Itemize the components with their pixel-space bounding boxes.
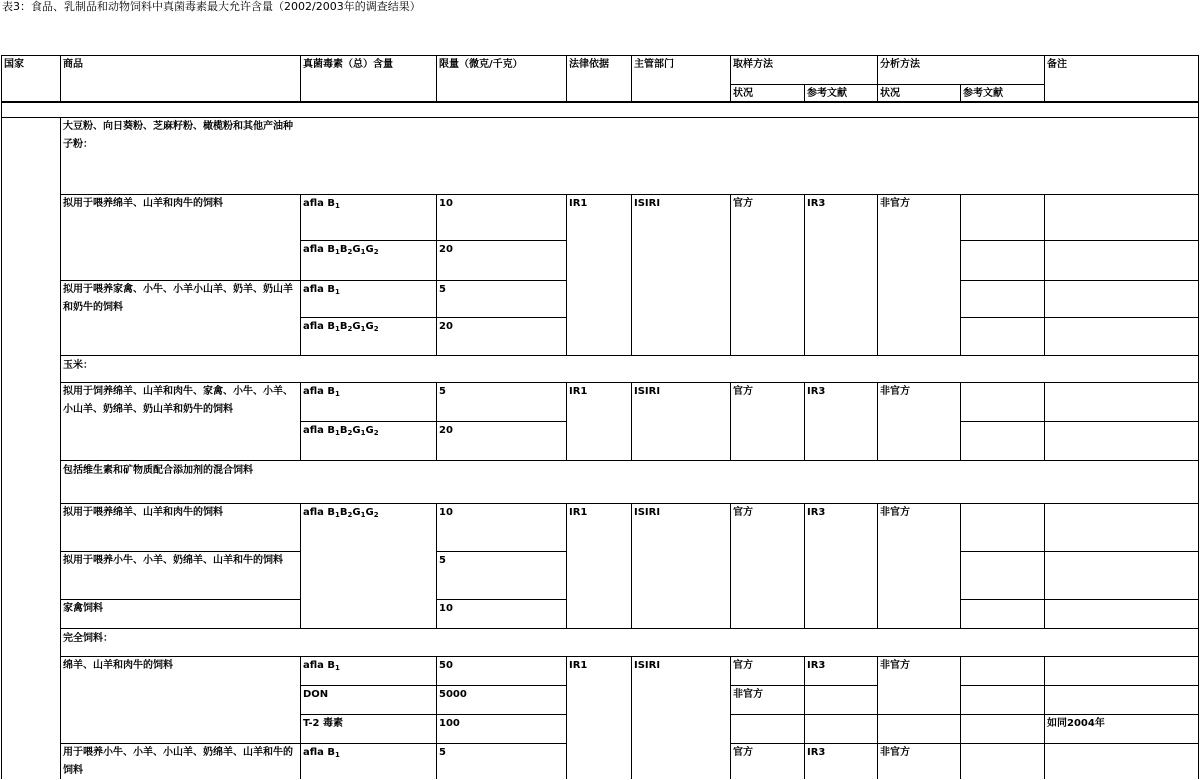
header-analysis-status: 状况 xyxy=(880,88,900,99)
group-maize: 玉米： xyxy=(63,360,93,371)
remark: 如同2004年 xyxy=(1047,718,1105,729)
limit-value: 5 xyxy=(439,555,446,566)
limit-value: 5 xyxy=(439,284,446,295)
limit-value: 20 xyxy=(439,321,453,332)
toxin-afla-b1: afla $B_1$ xyxy=(303,284,340,296)
header-legal-basis: 法律依据 xyxy=(569,59,609,70)
limit-value: 20 xyxy=(439,425,453,436)
authority: ISIRI xyxy=(634,507,661,518)
limit-value: 50 xyxy=(439,660,453,671)
header-sampling-reference: 参考文献 xyxy=(807,88,847,99)
header-limit: 限量（微克/千克） xyxy=(439,59,523,70)
limit-value: 10 xyxy=(439,603,453,614)
limit-value: 100 xyxy=(439,718,460,729)
header-mycotoxin: 真菌毒素（总）含量 xyxy=(303,59,393,70)
sampling-reference: IR3 xyxy=(807,747,826,758)
commodity-complete-sheep: 绵羊、山羊和肉牛的饲料 xyxy=(63,660,173,671)
legal-basis: IR1 xyxy=(569,386,588,397)
commodity-poultry-dairy: 拟用于喂养家禽、小牛、小羊小山羊、奶羊、奶山羊和奶牛的饲料 xyxy=(63,284,293,313)
toxin-afla-b1b2g1g2: afla $B_1B_2G_1G_2$ xyxy=(303,425,379,437)
legal-basis: IR1 xyxy=(569,507,588,518)
toxin-afla-b1b2g1g2: afla $B_1B_2G_1G_2$ xyxy=(303,244,379,256)
header-authority: 主管部门 xyxy=(634,59,674,70)
limit-value: 5000 xyxy=(439,689,467,700)
sampling-status: 官方 xyxy=(733,198,753,209)
toxin-afla-b1: afla $B_1$ xyxy=(303,747,340,759)
sampling-status: 非官方 xyxy=(733,689,763,700)
toxin-afla-b1: afla $B_1$ xyxy=(303,386,340,398)
group-oilseed-meal: 大豆粉、向日葵粉、芝麻籽粉、橄榄粉和其他产油种子粉： xyxy=(63,121,293,150)
group-premix-feed: 包括维生素和矿物质配合添加剂的混合饲料 xyxy=(63,465,253,476)
toxin-afla-b1b2g1g2: afla $B_1B_2G_1G_2$ xyxy=(303,507,379,519)
authority: ISIRI xyxy=(634,386,661,397)
table-caption: 表3：食品、乳制品和动物饲料中真菌毒素最大允许含量（2002/2003年的调查结果） xyxy=(2,0,421,13)
commodity-maize-livestock: 拟用于饲养绵羊、山羊和肉牛、家禽、小牛、小羊、小山羊、奶绵羊、奶山羊和奶牛的饲料 xyxy=(63,386,293,415)
analysis-status: 非官方 xyxy=(880,386,910,397)
sampling-reference: IR3 xyxy=(807,507,826,518)
sampling-status: 官方 xyxy=(733,747,753,758)
legal-basis: IR1 xyxy=(569,198,588,209)
commodity-complete-young: 用于喂养小牛、小羊、小山羊、奶绵羊、山羊和牛的饲料 xyxy=(63,747,293,776)
limit-value: 5 xyxy=(439,386,446,397)
analysis-status: 非官方 xyxy=(880,507,910,518)
toxin-t2: T-2 毒素 xyxy=(303,718,343,729)
sampling-reference: IR3 xyxy=(807,386,826,397)
header-country: 国家 xyxy=(4,59,24,70)
header-analysis: 分析方法 xyxy=(880,59,920,70)
group-complete-feed: 完全饲料： xyxy=(63,633,113,644)
analysis-status: 非官方 xyxy=(880,747,910,758)
analysis-status: 非官方 xyxy=(880,198,910,209)
header-commodity: 商品 xyxy=(63,59,83,70)
toxin-afla-b1: afla $B_1$ xyxy=(303,660,340,672)
toxin-afla-b1b2g1g2: afla $B_1B_2G_1G_2$ xyxy=(303,321,379,333)
toxin-afla-b1: afla $B_1$ xyxy=(303,198,340,210)
sampling-status: 官方 xyxy=(733,507,753,518)
commodity-poultry-feed: 家禽饲料 xyxy=(63,603,103,614)
header-remarks: 备注 xyxy=(1047,59,1067,70)
limit-value: 20 xyxy=(439,244,453,255)
authority: ISIRI xyxy=(634,198,661,209)
header-analysis-reference: 参考文献 xyxy=(963,88,1003,99)
sampling-status: 官方 xyxy=(733,386,753,397)
sampling-status: 官方 xyxy=(733,660,753,671)
sampling-reference: IR3 xyxy=(807,660,826,671)
sampling-reference: IR3 xyxy=(807,198,826,209)
commodity-premix-sheep: 拟用于喂养绵羊、山羊和肉牛的饲料 xyxy=(63,507,223,518)
commodity-premix-calf: 拟用于喂养小牛、小羊、奶绵羊、山羊和牛的饲料 xyxy=(63,555,283,566)
toxin-don: DON xyxy=(303,689,329,700)
header-sampling: 取样方法 xyxy=(733,59,773,70)
commodity-sheep-goat-cattle: 拟用于喂养绵羊、山羊和肉牛的饲料 xyxy=(63,198,223,209)
legal-basis: IR1 xyxy=(569,660,588,671)
limit-value: 5 xyxy=(439,747,446,758)
limit-value: 10 xyxy=(439,198,453,209)
analysis-status: 非官方 xyxy=(880,660,910,671)
authority: ISIRI xyxy=(634,660,661,671)
header-sampling-status: 状况 xyxy=(733,88,753,99)
limit-value: 10 xyxy=(439,507,453,518)
